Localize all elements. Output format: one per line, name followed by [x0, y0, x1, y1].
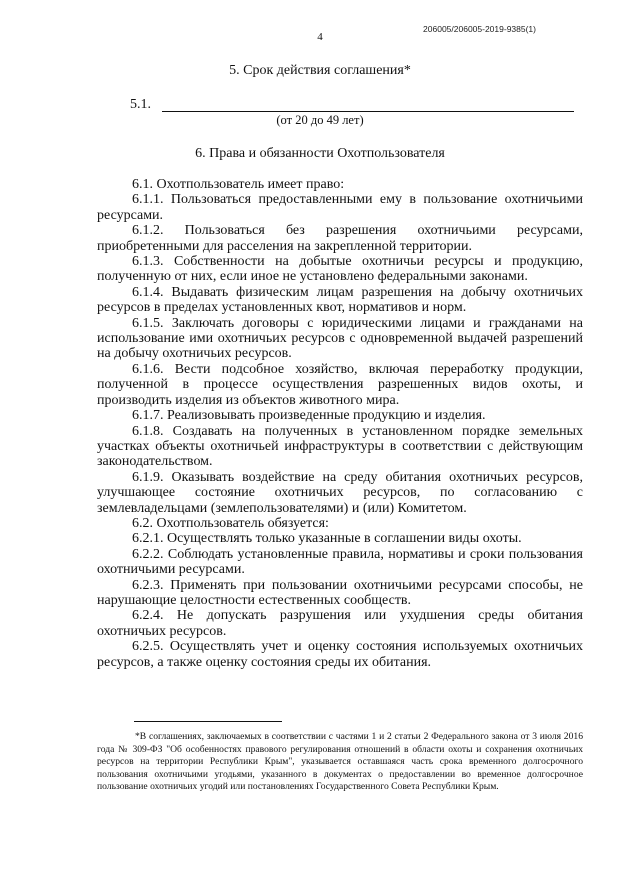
- paragraph: 6.2.5. Осуществлять учет и оценку состояния используемых охотничьих ресурсов, а также оценку состояния среды их обитания.: [97, 639, 583, 670]
- paragraph: 6.1.3. Собственности на добытые охотничьи ресурсы и продукцию, полученную от них, если иное не установлено федеральными законами.: [97, 254, 583, 285]
- paragraph: 6.2.4. Не допускать разрушения или ухудшения среды обитания охотничьих ресурсов.: [97, 608, 583, 639]
- paragraph: 6.1.9. Оказывать воздействие на среду обитания охотничьих ресурсов, улучшающее состояние охотничьих ресурсов, по согласованию с землевладельцами (землепользователями) и (или) Комитетом.: [97, 469, 583, 516]
- paragraph: 6.1.2. Пользоваться без разрешения охотничьими ресурсами, приобретенными для расселения на закрепленной территории.: [97, 223, 583, 254]
- paragraph: 6.2. Охотпользователь обязуется:: [132, 515, 329, 531]
- paragraph: 6.1.8. Создавать на полученных в установленном порядке земельных участках объекты охотничьей инфраструктуры в соответствии с действующим законодательством.: [97, 423, 583, 470]
- page-number: 4: [317, 31, 323, 43]
- paragraph: 6.1.5. Заключать договоры с юридическими лицами и гражданами на использование ими охотничьих ресурсов с одновременной выдачей разрешений на добычу охотничьих ресурсов.: [97, 315, 583, 362]
- paragraph: 6.1. Охотпользователь имеет право:: [132, 177, 345, 192]
- paragraph: 6.2.1. Осуществлять только указанные в соглашении виды охоты.: [132, 531, 522, 547]
- document-id: 206005/206005-2019-9385(1): [423, 24, 536, 34]
- paragraph: 6.1.6. Вести подсобное хозяйство, включая переработку продукции, полученной в процессе осуществления разрешенных видов охоты, и производить изделия из объектов животного мира.: [97, 361, 583, 408]
- section-6-heading: 6. Права и обязанности Охотпользователя: [195, 146, 445, 161]
- paragraph: 6.1.4. Выдавать физическим лицам разрешения на добычу охотничьих ресурсов в пределах установленных квот, нормативов и норм.: [97, 284, 583, 316]
- footnote-divider: [134, 721, 282, 722]
- term-label: 5.1.: [130, 97, 151, 112]
- term-blank-line: [162, 111, 574, 112]
- paragraph: 6.1.1. Пользоваться предоставленными ему в пользование охотничьими ресурсами.: [97, 192, 583, 223]
- paragraph: 6.2.3. Применять при пользовании охотничьими ресурсами способы, не нарушающие целостности естественных сообществ.: [97, 577, 583, 608]
- section-5-heading: 5. Срок действия соглашения*: [229, 63, 411, 78]
- term-hint: (от 20 до 49 лет): [276, 113, 364, 127]
- section-6-body: [97, 177, 583, 670]
- paragraph: 6.1.7. Реализовывать произведенные продукцию и изделия.: [132, 408, 486, 424]
- paragraph: 6.2.2. Соблюдать установленные правила, нормативы и сроки пользования охотничьими ресурсами.: [97, 546, 583, 578]
- footnote: *В соглашениях, заключаемых в соответствии с частями 1 и 2 статьи 2 Федерального закона от 3 июля 2016 года № 309-ФЗ "Об особенностях правового регулирования отношений в области охоты и сохранения охотничьих ресурсов на территории Республики Крым", указывается оставшаяся часть срока временного долгосрочного пользования охотничьими угодьями, указанного в документах о предоставлении во временное долгосрочное пользование охотничьих угодий или постановлениях Государственного Совета Республики Крым.: [97, 731, 583, 793]
